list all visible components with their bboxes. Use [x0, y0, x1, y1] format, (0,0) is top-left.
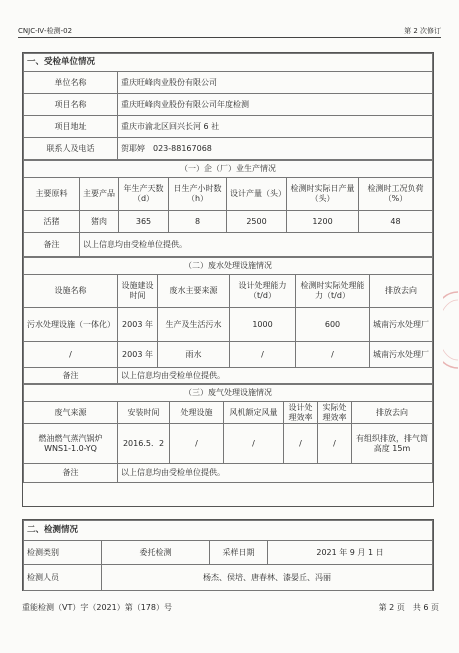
table-cell: 城南污水处理厂 — [370, 308, 433, 342]
header-cell: 主要产品 — [80, 178, 119, 211]
header-cell: 设施建设时间 — [118, 275, 158, 308]
table-cell: 48 — [359, 211, 433, 233]
page-header — [18, 26, 441, 38]
header-cell: 主要原料 — [24, 178, 80, 211]
header-cell: 检测时工况负荷（%） — [359, 178, 433, 211]
table-cell: 城南污水处理厂 — [370, 342, 433, 368]
header-cell: 安装时间 — [118, 402, 170, 424]
contact-value: 贺耶婷 023-88167068 — [118, 138, 433, 160]
table-cell: 8 — [169, 211, 227, 233]
note-value: 以上信息均由受检单位提供。 — [118, 464, 433, 483]
table-cell: 2003 年 — [118, 308, 158, 342]
unit-name-label: 单位名称 — [24, 72, 118, 94]
table-cell: / — [230, 342, 296, 368]
table-cell: 2016.5．2 — [118, 424, 170, 464]
header-cell: 风机额定风量 — [224, 402, 284, 424]
table-cell: / — [318, 424, 352, 464]
production-table — [23, 160, 433, 257]
header-rule — [18, 37, 441, 38]
contact-label: 联系人及电话 — [24, 138, 118, 160]
header-cell: 废气来源 — [24, 402, 118, 424]
header-cell: 日生产小时数（h） — [169, 178, 227, 211]
table-cell: 生产及生活污水 — [158, 308, 230, 342]
seal-stamp-icon — [443, 290, 459, 370]
header-cell: 检测时实际日产量（头） — [287, 178, 359, 211]
inspection-table — [23, 520, 433, 591]
note-label: 备注 — [24, 464, 118, 483]
header-cell: 年生产天数（d） — [119, 178, 169, 211]
table-cell: / — [224, 424, 284, 464]
project-name-value: 重庆旺峰肉业股份有限公司年度检测 — [118, 94, 433, 116]
header-cell: 设施名称 — [24, 275, 118, 308]
table-cell: / — [24, 342, 118, 368]
section-inspection — [22, 519, 434, 591]
note-value: 以上信息均由受检单位提供。 — [80, 233, 433, 257]
unit-name-value: 重庆旺峰肉业股份有限公司 — [118, 72, 433, 94]
production-title: （一）企（厂）业生产情况 — [24, 161, 433, 178]
header-cell: 实际处理效率 — [318, 402, 352, 424]
header-cell: 废水主要来源 — [158, 275, 230, 308]
table-cell: 活猪 — [24, 211, 80, 233]
wastewater-title: （二）废水处理设施情况 — [24, 258, 433, 275]
header-cell: 处理设施 — [170, 402, 224, 424]
section-title: 一、受检单位情况 — [24, 54, 433, 72]
header-cell: 设计处理效率 — [284, 402, 318, 424]
sampling-date-value: 2021 年 9 月 1 日 — [268, 541, 433, 565]
project-name-label: 项目名称 — [24, 94, 118, 116]
revision-label: 第 2 次修订 — [404, 27, 441, 35]
project-address-label: 项目地址 — [24, 116, 118, 138]
note-label: 备注 — [24, 233, 80, 257]
section-inspected-unit — [22, 52, 434, 507]
table-cell: 1200 — [287, 211, 359, 233]
table-cell: 有组织排放，排气筒高度 15m — [352, 424, 433, 464]
header-cell: 设计处理能力（t/d） — [230, 275, 296, 308]
inspectors-label: 检测人员 — [24, 565, 102, 591]
table-cell: 猪肉 — [80, 211, 119, 233]
inspection-type-label: 检测类别 — [24, 541, 102, 565]
note-value: 以上信息均由受检单位提供。 — [118, 368, 433, 384]
note-label: 备注 — [24, 368, 118, 384]
table-cell: 燃油燃气蒸汽锅炉 WNS1-1.0-YQ — [24, 424, 118, 464]
document-code: CNJC-Ⅳ-检测-02 — [18, 27, 73, 35]
header-cell: 检测时实际处理能力（t/d） — [296, 275, 370, 308]
sampling-date-label: 采样日期 — [210, 541, 268, 565]
table-cell: 2003 年 — [118, 342, 158, 368]
table-cell: 365 — [119, 211, 169, 233]
table-cell: / — [296, 342, 370, 368]
report-number: 重能检测（VT）字（2021）第（178）号 — [22, 603, 172, 612]
header-cell: 排放去向 — [370, 275, 433, 308]
table-cell: / — [170, 424, 224, 464]
table-cell: 2500 — [227, 211, 287, 233]
section-title: 二、检测情况 — [24, 521, 433, 541]
header-cell: 设计产量（头） — [227, 178, 287, 211]
table-cell: 污水处理设施（一体化） — [24, 308, 118, 342]
table-cell: 1000 — [230, 308, 296, 342]
inspection-type-value: 委托检测 — [102, 541, 210, 565]
exhaust-title: （三）废气处理设施情况 — [24, 385, 433, 402]
header-cell: 排放去向 — [352, 402, 433, 424]
page-footer — [22, 602, 439, 614]
unit-info-table — [23, 53, 433, 160]
wastewater-table — [23, 257, 433, 384]
inspectors-value: 杨杰、侯培、唐春林、漆晏丘、冯丽 — [102, 565, 433, 591]
page-number: 第 2 页 共 6 页 — [378, 603, 439, 612]
table-cell: 雨水 — [158, 342, 230, 368]
project-address-value: 重庆市渝北区回兴长河 6 社 — [118, 116, 433, 138]
table-cell: 600 — [296, 308, 370, 342]
table-cell: / — [284, 424, 318, 464]
exhaust-table — [23, 384, 433, 483]
